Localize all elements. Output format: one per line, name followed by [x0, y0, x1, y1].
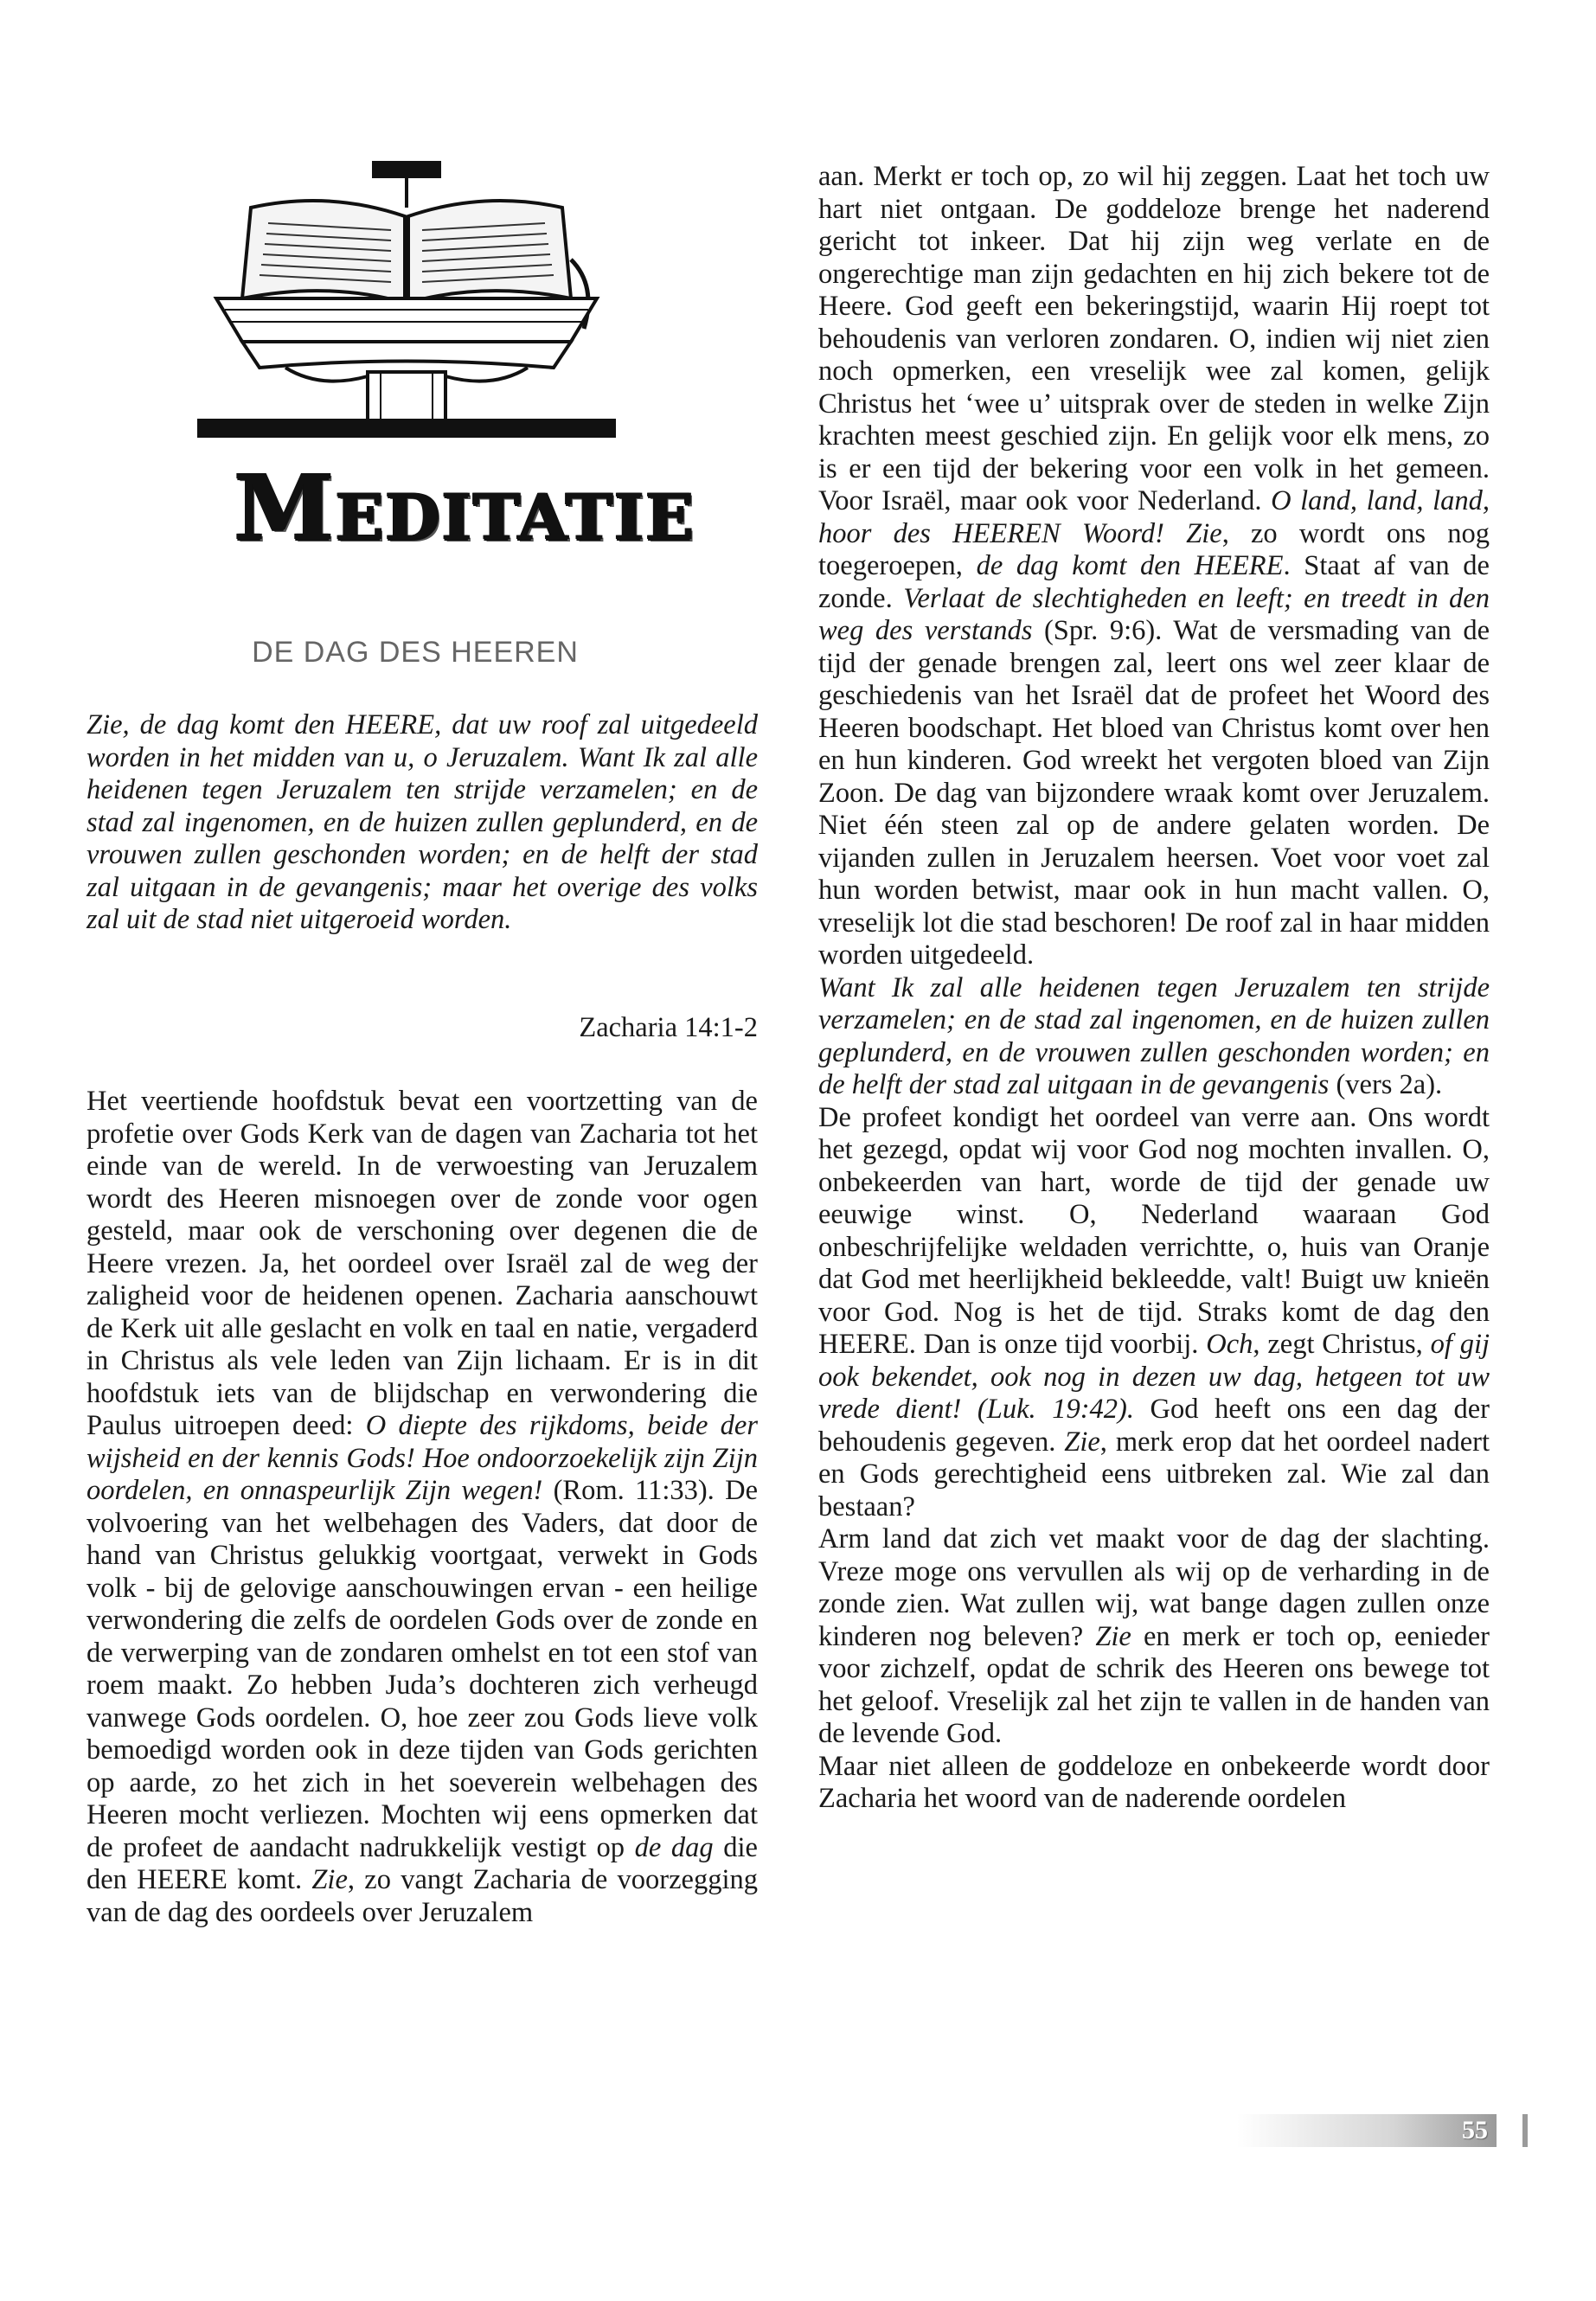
meditatie-logo: Meditatie — [234, 454, 695, 561]
right-paragraph-3: De profeet kondigt het oordeel van verre aan. Ons wordt het gezegd, opdat wij voor God nog mochten invallen. O, onbekeerden van hart, worde de tijd der genade uw eeuwige winst. O, Nederland waaraan God onbeschrijfelijke weldaden verrichtte, o, huis van Oranje dat God met heerlijkheid bekleedde, valt! Buigt uw knieën voor God. Nog is het de tijd. Straks komt de dag den HEERE. Dan is onze tijd voorbij. Och, zegt Christus, of gij ook bekendet, ook nog in dezen uw dag, hetgeen tot uw vrede dient! (Luk. 19:42). God heeft ons een dag der behoudenis gegeven. Zie, merk erop dat het oordeel nadert en Gods gerechtigheid eens uitbreken zal. Wie zal dan bestaan? — [818, 1101, 1490, 1522]
scripture-motto: Zie, de dag komt den HEERE, dat uw roof zal uitgedeeld worden in het midden van u, o Jeruzalem. Want Ik zal alle heidenen tegen Jeruzalem ten strijde verzamelen; en de stad zal ingenomen, en de huizen zullen geplunderd, en de vrouwen zullen geschonden worden; en de helft der stad zal uitgaan in de gevangenis; maar het overige des volks zal uit de stad niet uitgeroeid worden. — [87, 709, 758, 935]
right-paragraph-1: aan. Merkt er toch op, zo wil hij zeggen. Laat het toch uw hart niet ontgaan. De goddeloze brenge het naderend gericht tot inkeer. Dat hij zijn weg verlate en de ongerechtige man zijn gedachten en hij zich bekere tot de Heere. God geeft een bekeringstijd, waarin Hij roept tot behoudenis van verloren zondaren. O, indien wij niet zien noch opmerken, een vreselijk wee zal komen, gelijk Christus het ‘wee u’ uitsprak over de steden in welke Zijn krachten meest geschied zijn. En gelijk voor elk mens, zo is er een tijd der bekering voor een volk in het gemeen. Voor Israël, maar ook voor Nederland. O land, land, land, hoor des HEEREN Woord! Zie, zo wordt ons nog toegeroepen, de dag komt den HEERE. Staat af van de zonde. Verlaat de slechtigheden en leeft; en treedt in den weg des verstands (Spr. 9:6). Wat de versmading van de tijd der genade brengen zal, leert ons wel zeer klaar de geschiedenis van het Israël dat de profeet het Woord des Heeren boodschapt. Het bloed van Christus komt over hen en hun kinderen. God wreekt het vergoten bloed van Zijn Zoon. De dag van bijzondere wraak komt over Jeruzalem. Niet één steen zal op de andere gelaten worden. De vijanden zullen in Jeruzalem heersen. Voet voor voet zal hun worden betwist, maar ook in hun macht vallen. O, vreselijk lot die stad beschoren! De roof zal in haar midden worden uitgedeeld. — [818, 161, 1490, 971]
left-column-text — [87, 1086, 758, 1929]
page-number: 55 — [1462, 2116, 1488, 2144]
page-tick-mark — [1522, 2114, 1528, 2147]
right-paragraph-2: Want Ik zal alle heidenen tegen Jeruzalem ten strijde verzamelen; en de stad zal ingenomen, en de huizen zullen geplunderd, en de vrouwen zullen geschonden worden; en de helft der stad zal uitgaan in de gevangenis (vers 2a). — [818, 971, 1490, 1100]
right-paragraph-4: Arm land dat zich vet maakt voor de dag der slachting. Vreze moge ons vervullen als wij op de verharding in de zonde zien. Wat zullen wij, wat bange dagen zullen onze kinderen nog beleven? Zie en merk er toch op, eenieder voor zichzelf, opdat de schrik des Heeren ons bewege tot het geloof. Vreselijk zal het zijn te vallen in de handen van de levende God. — [818, 1523, 1490, 1749]
article-title: DE DAG DES HEEREN — [252, 636, 579, 669]
right-paragraph-5: Maar niet alleen de goddeloze en onbekeerde wordt door Zacharia het woord van de naderende oordelen — [818, 1750, 1490, 1814]
right-column-text — [818, 161, 1490, 1816]
open-book-lectern-illustration — [190, 156, 623, 441]
scripture-reference: Zacharia 14:1-2 — [579, 1012, 758, 1043]
left-paragraph: Het veertiende hoofdstuk bevat een voortzetting van de profetie over Gods Kerk van de dagen van Zacharia tot het einde van de wereld. In de verwoesting van Jeruzalem wordt des Heeren misnoegen over de zonde voor ogen gesteld, maar ook de verschoning over degenen die de Heere vrezen. Ja, het oordeel over Israël zal de weg der zaligheid voor de heidenen openen. Zacharia aanschouwt de Kerk uit alle geslacht en volk en taal en natie, vergaderd in Christus als vele leden van Zijn lichaam. Er is in dit hoofdstuk iets van de blijdschap en verwondering die Paulus uitroepen deed: O diepte des rijkdoms, beide der wijsheid en der kennis Gods! Hoe ondoorzoekelijk zijn Zijn oordelen, en onnaspeurlijk Zijn wegen! (Rom. 11:33). De volvoering van het welbehagen des Vaders, dat door de hand van Christus gelukkig voortgaat, verwekt in Gods volk - bij de gelovige aanschouwingen ervan - een heilige verwondering die zelfs de oordelen Gods over de zonde en de verwerping van de zondaren omhelst en tot een stof van roem maakt. Zo hebben Juda’s dochteren zich verheugd vanwege Gods oordelen. O, hoe zeer zou Gods lieve volk bemoedigd worden ook in deze tijden van Gods gerichten op aarde, zo het zich in het soeverein welbehagen des Heeren mocht verliezen. Mochten wij eens opmerken dat de profeet de aandacht nadrukkelijk vestigt op de dag die den HEERE komt. Zie, zo vangt Zacharia de voorzegging van de dag des oordeels over Jeruzalem — [87, 1086, 758, 1928]
